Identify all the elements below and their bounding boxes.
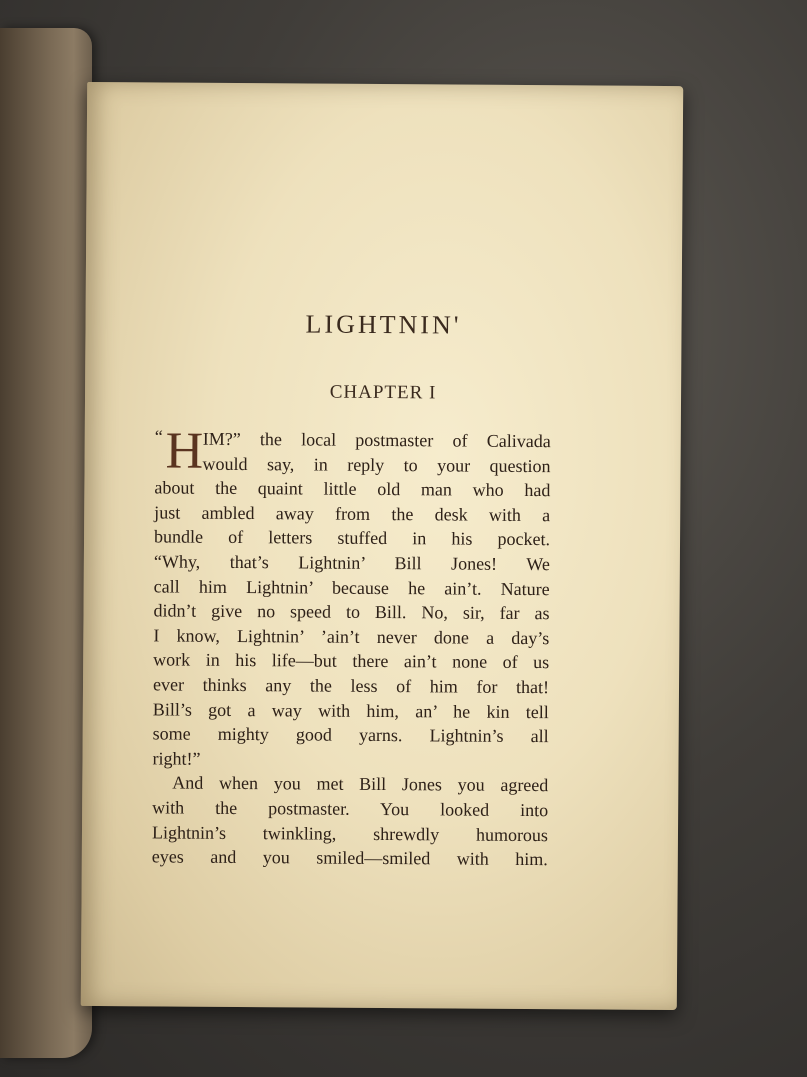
book-back-pages bbox=[0, 28, 92, 1058]
book-title: LIGHTNIN' bbox=[305, 309, 462, 340]
text-line: IM?” the local postmaster of Calivada bbox=[202, 428, 551, 452]
text-line: ever thinks any the less of him for that! bbox=[152, 674, 550, 698]
chapter-heading: CHAPTER I bbox=[329, 381, 437, 404]
text-line: would say, in reply to your question bbox=[202, 453, 551, 476]
text-line: right!” bbox=[152, 748, 201, 769]
chapter-text bbox=[151, 422, 551, 871]
text-line: “Why, that’s Lightnin’ Bill Jones! We bbox=[153, 551, 550, 575]
text-line: And when you met Bill Jones you agreed bbox=[172, 772, 549, 796]
text-line: some mighty good yarns. Lightnin’s all bbox=[152, 723, 549, 747]
text-line: with the postmaster. You looked into bbox=[152, 797, 549, 821]
text-line: about the quaint little old man who had bbox=[154, 477, 551, 501]
text-line: Lightnin’s twinkling, shrewdly humorous bbox=[151, 821, 549, 845]
text-line: work in his life—but there ain’t none of us bbox=[153, 649, 550, 673]
text-line: didn’t give no speed to Bill. No, sir, far as bbox=[153, 600, 550, 624]
text-line: I know, Lightnin’ ’ain’t never done a day’s bbox=[153, 625, 550, 648]
drop-cap-letter: H bbox=[165, 422, 204, 480]
opening-quote-mark: “ bbox=[154, 426, 163, 447]
text-line: Bill’s got a way with him, an’ he kin tell bbox=[152, 698, 549, 722]
book-page bbox=[81, 82, 683, 1010]
text-line: bundle of letters stuffed in his pocket. bbox=[153, 526, 551, 550]
text-line: just ambled away from the desk with a bbox=[154, 502, 551, 525]
text-line: call him Lightnin’ because he ain’t. Nature bbox=[153, 575, 550, 599]
text-line: eyes and you smiled—smiled with him. bbox=[151, 846, 548, 870]
